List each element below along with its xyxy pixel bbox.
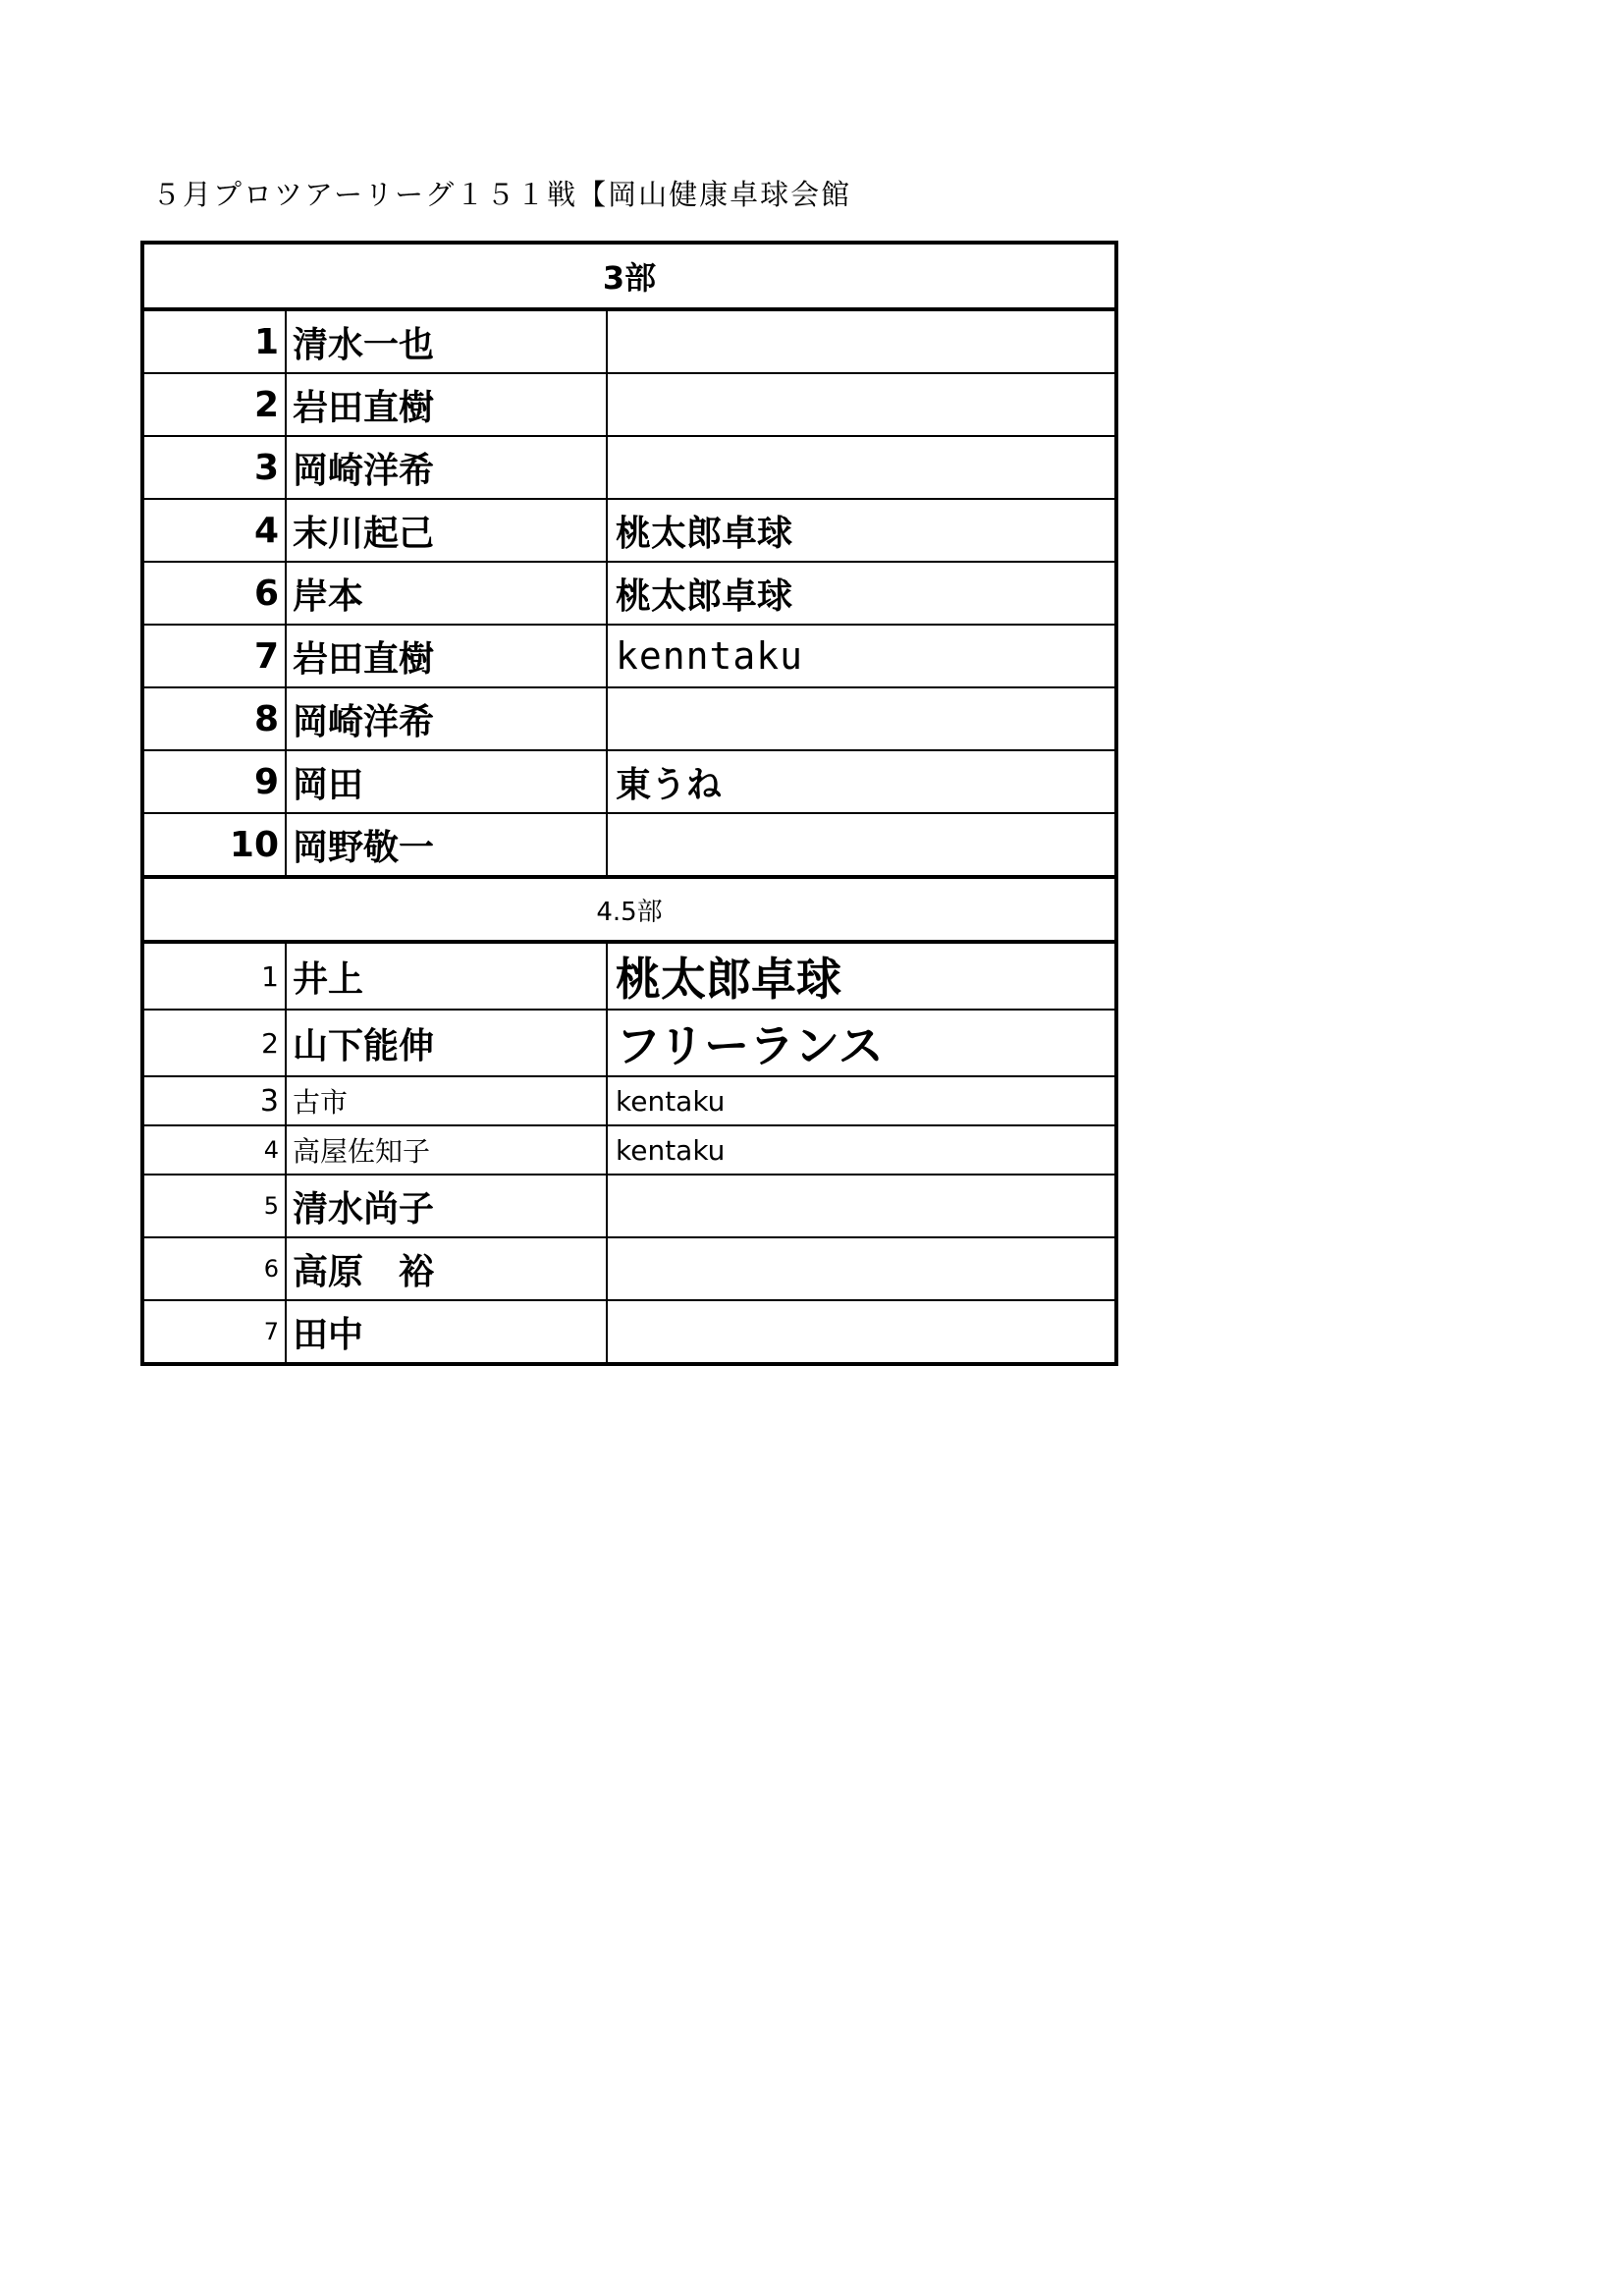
club-name bbox=[607, 309, 1116, 373]
section-header-row bbox=[142, 243, 1116, 309]
entry-number: 9 bbox=[142, 750, 286, 813]
player-name: 岸本 bbox=[286, 562, 607, 625]
club-name bbox=[607, 1175, 1116, 1237]
entry-number: 1 bbox=[142, 309, 286, 373]
entry-number: 5 bbox=[142, 1175, 286, 1237]
club-name: 桃太郎卓球 bbox=[607, 499, 1116, 562]
player-name: 岡田 bbox=[286, 750, 607, 813]
club-name bbox=[607, 436, 1116, 499]
player-name: 高屋佐知子 bbox=[286, 1125, 607, 1175]
player-name: 岡崎洋希 bbox=[286, 436, 607, 499]
club-name: kentaku bbox=[607, 1125, 1116, 1175]
entry-number: 4 bbox=[142, 499, 286, 562]
entry-number: 6 bbox=[142, 1237, 286, 1300]
document-title: ５月プロツアーリーグ１５１戦【岡山健康卓球会館 bbox=[152, 178, 852, 211]
table-row bbox=[142, 750, 1116, 813]
table-row bbox=[142, 1175, 1116, 1237]
table-row bbox=[142, 499, 1116, 562]
entry-number: 1 bbox=[142, 942, 286, 1010]
entry-number: 3 bbox=[142, 436, 286, 499]
player-name: 清水一也 bbox=[286, 309, 607, 373]
club-name bbox=[607, 813, 1116, 877]
club-name: kentaku bbox=[607, 1076, 1116, 1125]
table-row bbox=[142, 1010, 1116, 1076]
club-name bbox=[607, 687, 1116, 750]
entry-number: 2 bbox=[142, 373, 286, 436]
club-name bbox=[607, 1237, 1116, 1300]
club-name: 東うね bbox=[607, 750, 1116, 813]
table-row bbox=[142, 1237, 1116, 1300]
player-name: 田中 bbox=[286, 1300, 607, 1364]
player-name: 岩田直樹 bbox=[286, 373, 607, 436]
club-name: フリーランス bbox=[607, 1010, 1116, 1076]
entry-number: 8 bbox=[142, 687, 286, 750]
table-row bbox=[142, 942, 1116, 1010]
club-name: 桃太郎卓球 bbox=[607, 942, 1116, 1010]
player-name: 末川起己 bbox=[286, 499, 607, 562]
entry-number: 7 bbox=[142, 1300, 286, 1364]
player-name: 岡崎洋希 bbox=[286, 687, 607, 750]
entry-number: 4 bbox=[142, 1125, 286, 1175]
player-name: 岩田直樹 bbox=[286, 625, 607, 687]
table-row bbox=[142, 687, 1116, 750]
club-name bbox=[607, 373, 1116, 436]
roster-table bbox=[140, 241, 1118, 1366]
player-name: 高原 裕 bbox=[286, 1237, 607, 1300]
club-name: 桃太郎卓球 bbox=[607, 562, 1116, 625]
entry-number: 7 bbox=[142, 625, 286, 687]
club-name: kenntaku bbox=[607, 625, 1116, 687]
section-heading: 4.5部 bbox=[142, 877, 1116, 942]
table-row bbox=[142, 1076, 1116, 1125]
section-header-row bbox=[142, 877, 1116, 942]
entry-number: 2 bbox=[142, 1010, 286, 1076]
entry-number: 3 bbox=[142, 1076, 286, 1125]
player-name: 古市 bbox=[286, 1076, 607, 1125]
table-row bbox=[142, 436, 1116, 499]
club-name bbox=[607, 1300, 1116, 1364]
player-name: 清水尚子 bbox=[286, 1175, 607, 1237]
entry-number: 10 bbox=[142, 813, 286, 877]
section-heading: 3部 bbox=[142, 243, 1116, 309]
entry-number: 6 bbox=[142, 562, 286, 625]
table-row bbox=[142, 562, 1116, 625]
table-row bbox=[142, 813, 1116, 877]
player-name: 井上 bbox=[286, 942, 607, 1010]
table-row bbox=[142, 625, 1116, 687]
table-row bbox=[142, 1125, 1116, 1175]
table-row bbox=[142, 373, 1116, 436]
player-name: 山下能伸 bbox=[286, 1010, 607, 1076]
player-name: 岡野敬一 bbox=[286, 813, 607, 877]
table-row bbox=[142, 309, 1116, 373]
table-row bbox=[142, 1300, 1116, 1364]
